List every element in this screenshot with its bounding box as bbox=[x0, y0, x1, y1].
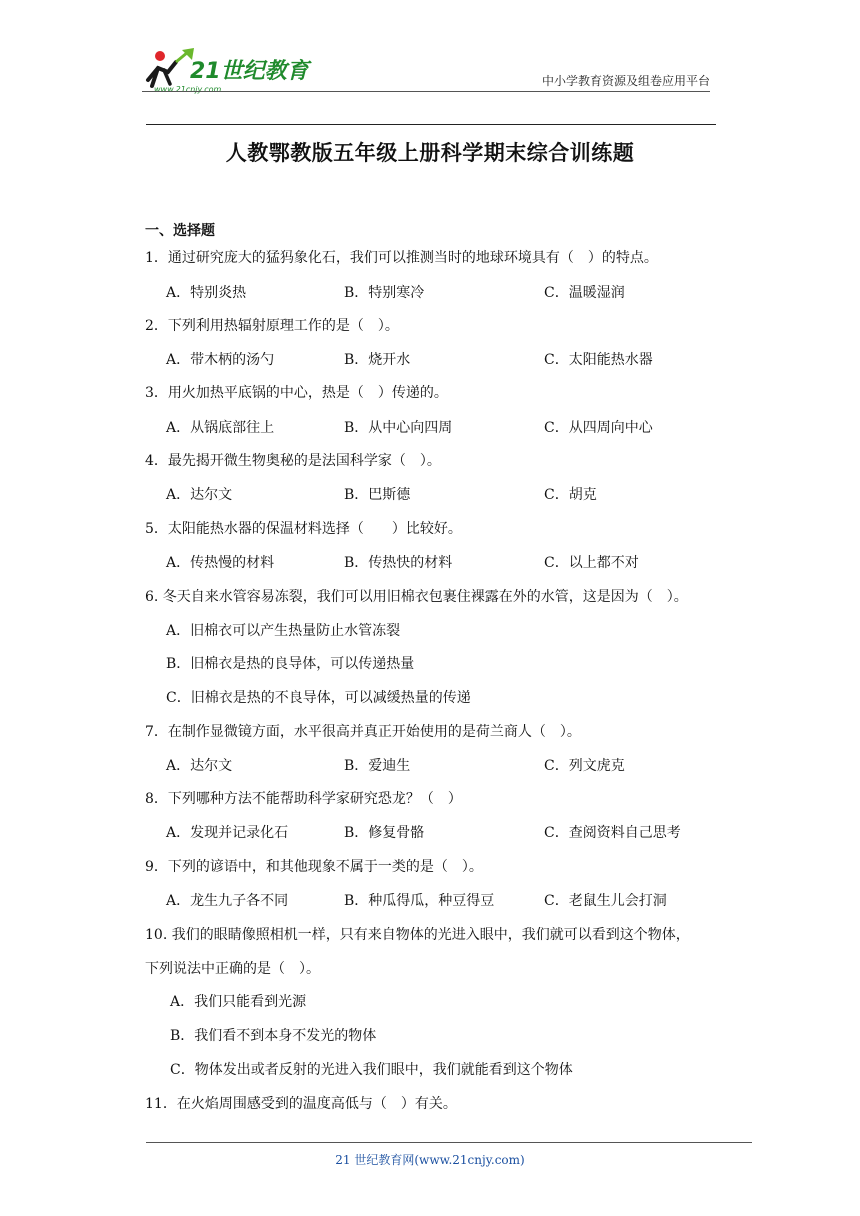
option-9b: B．种瓜得瓜，种豆得豆 bbox=[344, 893, 495, 909]
option-2b: B．烧开水 bbox=[344, 352, 411, 368]
option-9a: A．龙生九子各不同 bbox=[166, 893, 289, 909]
option-6c: C．旧棉衣是热的不良导体，可以减缓热量的传递 bbox=[166, 690, 471, 706]
logo-url: www.21cnjy.com bbox=[154, 85, 222, 94]
question-11: 11．在火焰周围感受到的温度高低与（ ）有关。 bbox=[145, 1096, 457, 1112]
option-9c: C．老鼠生儿会打洞 bbox=[544, 893, 667, 909]
question-10-continued: 下列说法中正确的是（ ）。 bbox=[145, 961, 320, 977]
platform-name: 中小学教育资源及组卷应用平台 bbox=[541, 74, 710, 88]
section-heading: 一、选择题 bbox=[145, 223, 215, 239]
title-divider bbox=[146, 124, 716, 125]
question-5: 5．太阳能热水器的保温材料选择（ ）比较好。 bbox=[145, 521, 462, 537]
footer-link[interactable]: 21 世纪教育网(www.21cnjy.com) bbox=[335, 1153, 525, 1167]
option-7a: A．达尔文 bbox=[166, 758, 233, 774]
question-9: 9．下列的谚语中，和其他现象不属于一类的是（ ）。 bbox=[145, 859, 483, 875]
option-3a: A．从锅底部往上 bbox=[166, 420, 275, 436]
option-1c: C．温暖湿润 bbox=[544, 285, 625, 301]
question-6: 6. 冬天自来水管容易冻裂，我们可以用旧棉衣包裹住裸露在外的水管，这是因为（ ）。 bbox=[145, 589, 688, 605]
question-2: 2．下列利用热辐射原理工作的是（ ）。 bbox=[145, 318, 399, 334]
question-7: 7．在制作显微镜方面，水平很高并真正开始使用的是荷兰商人（ ）。 bbox=[145, 724, 581, 740]
option-1a: A．特别炎热 bbox=[166, 285, 247, 301]
option-5a: A．传热慢的材料 bbox=[166, 555, 275, 571]
option-1b: B．特别寒冷 bbox=[344, 285, 425, 301]
logo-21cnjy bbox=[142, 46, 322, 94]
option-3c: C．从四周向中心 bbox=[544, 420, 653, 436]
question-4: 4．最先揭开微生物奥秘的是法国科学家（ ）。 bbox=[145, 453, 441, 469]
option-5c: C．以上都不对 bbox=[544, 555, 639, 571]
option-6a: A．旧棉衣可以产生热量防止水管冻裂 bbox=[166, 623, 401, 639]
question-10: 10. 我们的眼睛像照相机一样，只有来自物体的光进入眼中，我们就可以看到这个物体， bbox=[145, 927, 690, 943]
option-7c: C．列文虎克 bbox=[544, 758, 625, 774]
option-2c: C．太阳能热水器 bbox=[544, 352, 653, 368]
option-6b: B．旧棉衣是热的良导体，可以传递热量 bbox=[166, 656, 415, 672]
option-3b: B．从中心向四周 bbox=[344, 420, 453, 436]
page-title: 人教鄂教版五年级上册科学期末综合训练题 bbox=[225, 141, 635, 165]
option-10c: C．物体发出或者反射的光进入我们眼中，我们就能看到这个物体 bbox=[170, 1062, 573, 1078]
option-7b: B．爱迪生 bbox=[344, 758, 411, 774]
option-2a: A．带木柄的汤勺 bbox=[166, 352, 275, 368]
option-8a: A．发现并记录化石 bbox=[166, 825, 289, 841]
option-10a: A．我们只能看到光源 bbox=[170, 994, 307, 1010]
question-1: 1．通过研究庞大的猛犸象化石，我们可以推测当时的地球环境具有（ ）的特点。 bbox=[145, 250, 658, 266]
option-8c: C．查阅资料自己思考 bbox=[544, 825, 681, 841]
question-8: 8．下列哪种方法不能帮助科学家研究恐龙？（ ） bbox=[145, 791, 462, 807]
option-5b: B．传热快的材料 bbox=[344, 555, 453, 571]
question-3: 3．用火加热平底锅的中心，热是（ ）传递的。 bbox=[145, 385, 448, 401]
option-10b: B．我们看不到本身不发光的物体 bbox=[170, 1028, 377, 1044]
option-8b: B．修复骨骼 bbox=[344, 825, 425, 841]
footer-divider bbox=[146, 1142, 752, 1143]
logo-text: 21世纪教育 bbox=[190, 59, 309, 84]
header-divider bbox=[142, 91, 710, 92]
option-4c: C．胡克 bbox=[544, 487, 597, 503]
option-4a: A．达尔文 bbox=[166, 487, 233, 503]
option-4b: B．巴斯德 bbox=[344, 487, 411, 503]
